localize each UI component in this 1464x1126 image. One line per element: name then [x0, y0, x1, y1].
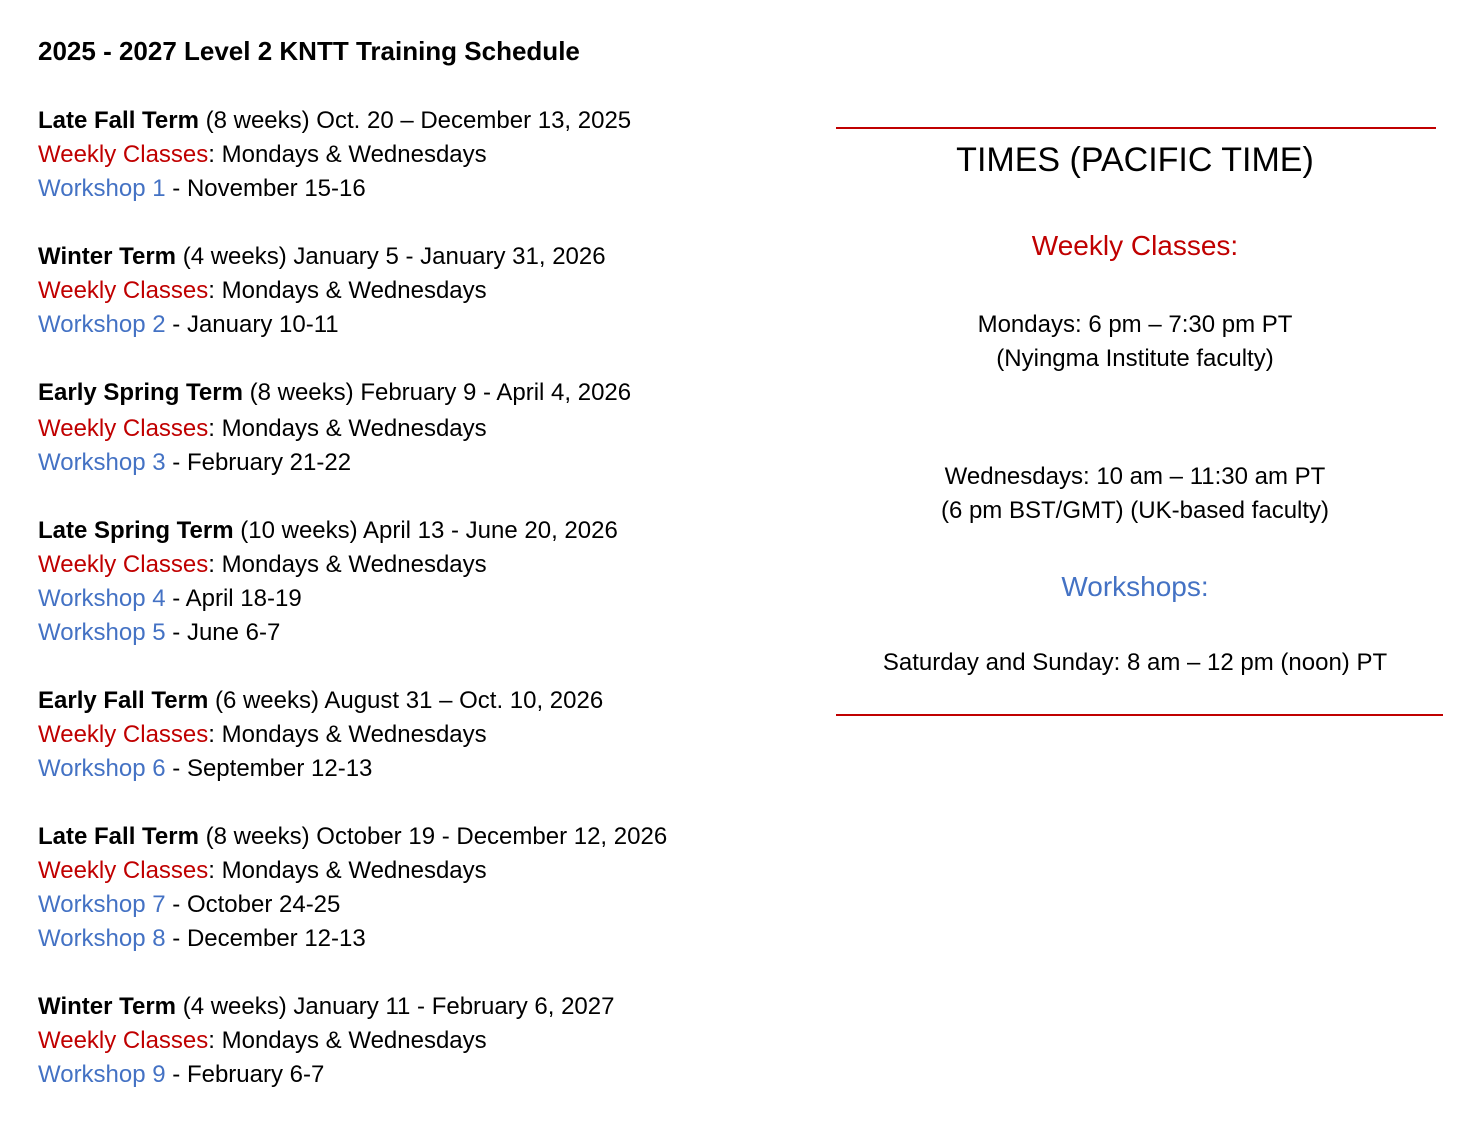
workshop-line: [38, 616, 798, 650]
term-schedule: [38, 104, 798, 1126]
term-block: [38, 376, 798, 480]
term-block: [38, 514, 798, 650]
term-heading: [38, 376, 798, 410]
workshop-dates: - April 18-19: [165, 585, 302, 612]
workshop-dates: - February 21-22: [165, 449, 352, 476]
workshop-line: [38, 1058, 798, 1092]
term-heading: [38, 684, 798, 718]
term-block: [38, 240, 798, 342]
weekly-classes-days: : Mondays & Wednesdays: [208, 857, 487, 884]
term-heading: [38, 820, 798, 854]
workshop-label: Workshop 4: [38, 585, 166, 612]
weekly-classes-days: : Mondays & Wednesdays: [208, 1027, 487, 1054]
term-name: Winter Term: [38, 993, 177, 1020]
workshop-label: Workshop 9: [38, 1061, 166, 1088]
workshop-dates: - December 12-13: [165, 925, 366, 952]
weekly-classes-line: [38, 274, 798, 308]
workshop-dates: - January 10-11: [165, 311, 339, 338]
workshop-dates: - February 6-7: [165, 1061, 325, 1088]
workshop-line: [38, 922, 798, 956]
workshop-dates: - November 15-16: [165, 175, 366, 202]
workshop-label: Workshop 6: [38, 755, 166, 782]
workshops-heading: Workshops:: [1061, 571, 1209, 602]
term-heading: [38, 514, 798, 548]
workshop-line: [38, 888, 798, 922]
weekly-classes-heading: Weekly Classes:: [1031, 230, 1239, 261]
term-dates: (8 weeks) October 19 - December 12, 2026: [198, 823, 668, 850]
term-dates: (10 weeks) April 13 - June 20, 2026: [233, 517, 618, 544]
workshop-line: [38, 308, 798, 342]
wednesdays-note: (6 pm BST/GMT) (UK-based faculty): [940, 497, 1330, 524]
term-dates: (6 weeks) August 31 – Oct. 10, 2026: [208, 687, 604, 714]
document-title: 2025 - 2027 Level 2 KNTT Training Schedule: [38, 36, 580, 66]
term-dates: (4 weeks) January 11 - February 6, 2027: [176, 993, 615, 1020]
weekly-classes-label: Weekly Classes: [38, 551, 209, 578]
term-name: Winter Term: [38, 243, 177, 270]
term-name: Early Spring Term: [38, 379, 243, 406]
term-name: Late Fall Term: [38, 107, 199, 134]
term-heading: [38, 240, 798, 274]
weekly-classes-days: : Mondays & Wednesdays: [208, 415, 487, 442]
weekly-classes-line: [38, 718, 798, 752]
workshop-label: Workshop 7: [38, 891, 166, 918]
bottom-divider-rule: [836, 714, 1443, 716]
weekly-classes-label: Weekly Classes: [38, 141, 209, 168]
weekly-classes-days: : Mondays & Wednesdays: [208, 141, 487, 168]
workshop-dates: - September 12-13: [165, 755, 373, 782]
weekly-classes-label: Weekly Classes: [38, 1027, 209, 1054]
workshop-label: Workshop 1: [38, 175, 166, 202]
weekly-classes-label: Weekly Classes: [38, 277, 209, 304]
term-block: [38, 684, 798, 786]
term-dates: (4 weeks) January 5 - January 31, 2026: [176, 243, 606, 270]
workshop-line: [38, 172, 798, 206]
workshop-line: [38, 752, 798, 786]
times-heading: TIMES (PACIFIC TIME): [956, 141, 1314, 179]
workshop-label: Workshop 8: [38, 925, 166, 952]
workshop-label: Workshop 3: [38, 449, 166, 476]
weekly-classes-label: Weekly Classes: [38, 857, 209, 884]
weekly-classes-days: : Mondays & Wednesdays: [208, 277, 487, 304]
weekly-classes-line: [38, 1024, 798, 1058]
weekly-classes-line: [38, 854, 798, 888]
workshop-dates: - June 6-7: [165, 619, 281, 646]
term-heading: [38, 104, 798, 138]
term-name: Late Spring Term: [38, 517, 234, 544]
weekly-classes-days: : Mondays & Wednesdays: [208, 551, 487, 578]
weekly-classes-label: Weekly Classes: [38, 415, 209, 442]
mondays-time: Mondays: 6 pm – 7:30 pm PT: [977, 311, 1293, 338]
weekly-classes-label: Weekly Classes: [38, 721, 209, 748]
weekly-classes-line: [38, 548, 798, 582]
workshop-label: Workshop 5: [38, 619, 166, 646]
workshop-label: Workshop 2: [38, 311, 166, 338]
workshop-dates: - October 24-25: [165, 891, 341, 918]
top-divider-rule: [836, 127, 1436, 129]
term-name: Late Fall Term: [38, 823, 199, 850]
weekly-classes-line: [38, 412, 798, 446]
term-heading: [38, 990, 798, 1024]
term-name: Early Fall Term: [38, 687, 209, 714]
workshop-line: [38, 446, 798, 480]
term-block: [38, 990, 798, 1092]
term-dates: (8 weeks) Oct. 20 – December 13, 2025: [198, 107, 632, 134]
wednesdays-time: Wednesdays: 10 am – 11:30 am PT: [944, 463, 1326, 490]
weekly-classes-days: : Mondays & Wednesdays: [208, 721, 487, 748]
term-block: [38, 104, 798, 206]
workshops-time: Saturday and Sunday: 8 am – 12 pm (noon) PT: [882, 649, 1388, 676]
term-dates: (8 weeks) February 9 - April 4, 2026: [242, 379, 632, 406]
workshop-line: [38, 582, 798, 616]
term-block: [38, 820, 798, 956]
mondays-note: (Nyingma Institute faculty): [996, 345, 1274, 372]
weekly-classes-line: [38, 138, 798, 172]
